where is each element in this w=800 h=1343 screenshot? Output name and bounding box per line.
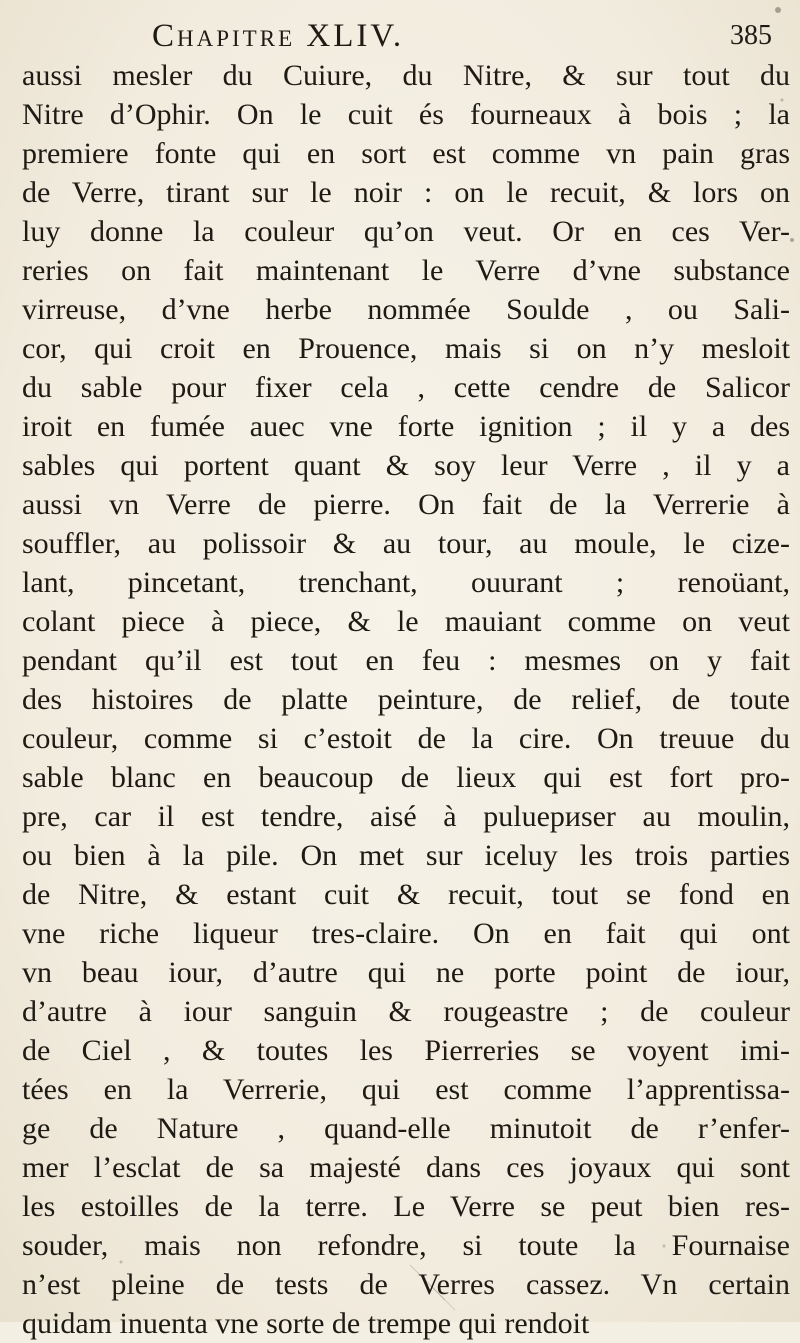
text-line: de Nitre, & estant cuit & recuit, tout se fond en [22,878,790,911]
text-line: ge de Nature , quand-elle minutoit de r’enfer- [22,1112,790,1145]
text-line: cor, qui croit en Prouence, mais si on n’y mesloit [22,332,790,365]
text-line: du sable pour fixer cela , cette cendre de Salicor [22,371,790,404]
text-line: quidam inuenta vne sorte de trempe qui rendoit [22,1307,590,1340]
text-line: ou bien à la pile. On met sur iceluy les trois parties [22,839,790,872]
text-line: vn beau iour, d’autre qui ne porte point de iour, [22,956,790,989]
text-line: reries on fait maintenant le Verre d’vne substance [22,254,790,287]
paper-speck [790,238,794,242]
text-line: de Ciel , & toutes les Pierreries se voyent imi- [22,1034,790,1067]
text-line: mer l’esclat de sa majesté dans ces joyaux qui sont [22,1151,790,1184]
text-line: les estoilles de la terre. Le Verre se peut bien res- [22,1190,790,1223]
text-line: d’autre à iour sanguin & rougeastre ; de couleur [22,995,790,1028]
text-line: souder, mais non refondre, si toute la Fournaise [22,1229,790,1262]
text-line: luy donne la couleur qu’on veut. Or en ces Ver- [22,215,790,248]
text-line: souffler, au polissoir & au tour, au moule, le cize- [22,527,790,560]
text-line: vne riche liqueur tres-claire. On en fait qui ont [22,917,790,950]
text-line: virreuse, d’vne herbe nommée Soulde , ou Sali- [22,293,790,326]
text-line: colant piece à piece, & le mauiant comme on veut [22,605,790,638]
text-line: de Verre, tirant sur le noir : on le recuit, & lors on [22,176,790,209]
page-number: 385 [730,20,772,51]
text-line: couleur, comme si c’estoit de la cire. On treuue du [22,722,790,755]
text-line: aussi mesler du Cuiure, du Nitre, & sur tout du [22,59,790,92]
text-line: lant, pincetant, trenchant, ouurant ; renoüant, [22,566,790,599]
text-line: pendant qu’il est tout en feu : mesmes on y fait [22,644,790,677]
text-line: iroit en fumée auec vne forte ignition ; il y a des [22,410,790,443]
text-line: tées en la Verrerie, qui est comme l’apprentissa- [22,1073,790,1106]
running-head: Chapitre XLIV. [152,18,405,54]
text-line: sable blanc en beaucoup de lieux qui est fort pro- [22,761,790,794]
text-line: premiere fonte qui en sort est comme vn pain gras [22,137,790,170]
text-line: n’est pleine de tests de Verres cassez. Vn certain [22,1268,790,1301]
body-text [22,56,790,1343]
text-line: Nitre d’Ophir. On le cuit és fourneaux à bois ; la [22,98,790,131]
text-line: pre, car il est tendre, aisé à puluериser au moulin, [22,800,790,833]
text-line: des histoires de platte peinture, de relief, de toute [22,683,790,716]
text-line: aussi vn Verre de pierre. On fait de la Verrerie à [22,488,790,521]
paper-speck [775,7,781,13]
text-line: sables qui portent quant & soy leur Verre , il y a [22,449,790,482]
